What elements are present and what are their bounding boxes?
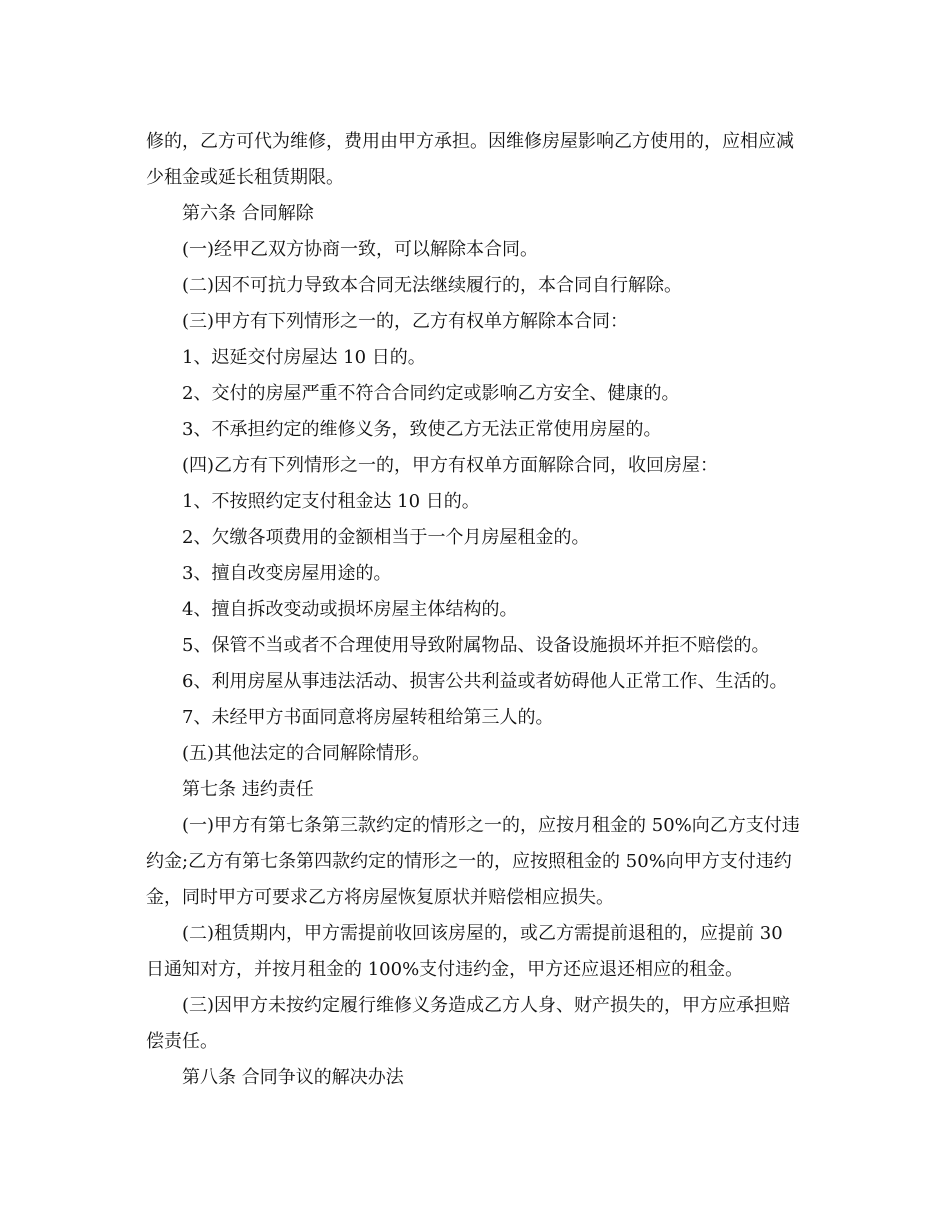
- paragraph-clause: (二)因不可抗力导致本合同无法继续履行的，本合同自行解除。: [182, 275, 683, 296]
- paragraph-clause: (三)因甲方未按约定履行维修义务造成乙方人身、财产损失的，甲方应承担赔偿责任。: [146, 995, 791, 1052]
- paragraph-clause: (五)其他法定的合同解除情形。: [182, 743, 431, 764]
- list-item: 3、擅自改变房屋用途的。: [182, 563, 392, 584]
- paragraph-clause: (四)乙方有下列情形之一的，甲方有权单方面解除合同，收回房屋：: [182, 455, 719, 476]
- paragraph-clause: (一)甲方有第七条第三款约定的情形之一的，应按月租金的 50%向乙方支付违约金;乙方有第七条第四款约定的情形之一的，应按照租金的 50%向甲方支付违约金，同时甲方可要求乙方将房屋恢复原状并赔偿相应损失。: [146, 815, 800, 908]
- list-item: 3、不承担约定的维修义务，致使乙方无法正常使用房屋的。: [182, 419, 662, 440]
- list-item: 2、交付的房屋严重不符合合同约定或影响乙方安全、健康的。: [182, 383, 680, 404]
- paragraph-clause: (二)租赁期内，甲方需提前收回该房屋的，或乙方需提前退租的，应提前 30 日通知对方，并按月租金的 100%支付违约金，甲方还应退还相应的租金。: [146, 923, 783, 980]
- section-heading-article-8: 第八条 合同争议的解决办法: [182, 1067, 404, 1088]
- paragraph-clause: (三)甲方有下列情形之一的，乙方有权单方解除本合同：: [182, 311, 629, 332]
- list-item: 5、保管不当或者不合理使用导致附属物品、设备设施损坏并拒不赔偿的。: [182, 635, 770, 656]
- section-heading-article-7: 第七条 违约责任: [182, 779, 314, 800]
- section-heading-article-6: 第六条 合同解除: [182, 203, 314, 224]
- list-item: 6、利用房屋从事违法活动、损害公共利益或者妨碍他人正常工作、生活的。: [182, 671, 788, 692]
- document-body: [146, 124, 806, 1096]
- list-item: 2、欠缴各项费用的金额相当于一个月房屋租金的。: [182, 527, 590, 548]
- paragraph-clause: (一)经甲乙双方协商一致，可以解除本合同。: [182, 239, 539, 260]
- list-item: 1、不按照约定支付租金达 10 日的。: [182, 491, 480, 512]
- list-item: 1、迟延交付房屋达 10 日的。: [182, 347, 426, 368]
- paragraph-continuation: 修的，乙方可代为维修，费用由甲方承担。因维修房屋影响乙方使用的，应相应减少租金或延长租赁期限。: [146, 131, 794, 188]
- list-item: 4、擅自拆改变动或损坏房屋主体结构的。: [182, 599, 518, 620]
- list-item: 7、未经甲方书面同意将房屋转租给第三人的。: [182, 707, 554, 728]
